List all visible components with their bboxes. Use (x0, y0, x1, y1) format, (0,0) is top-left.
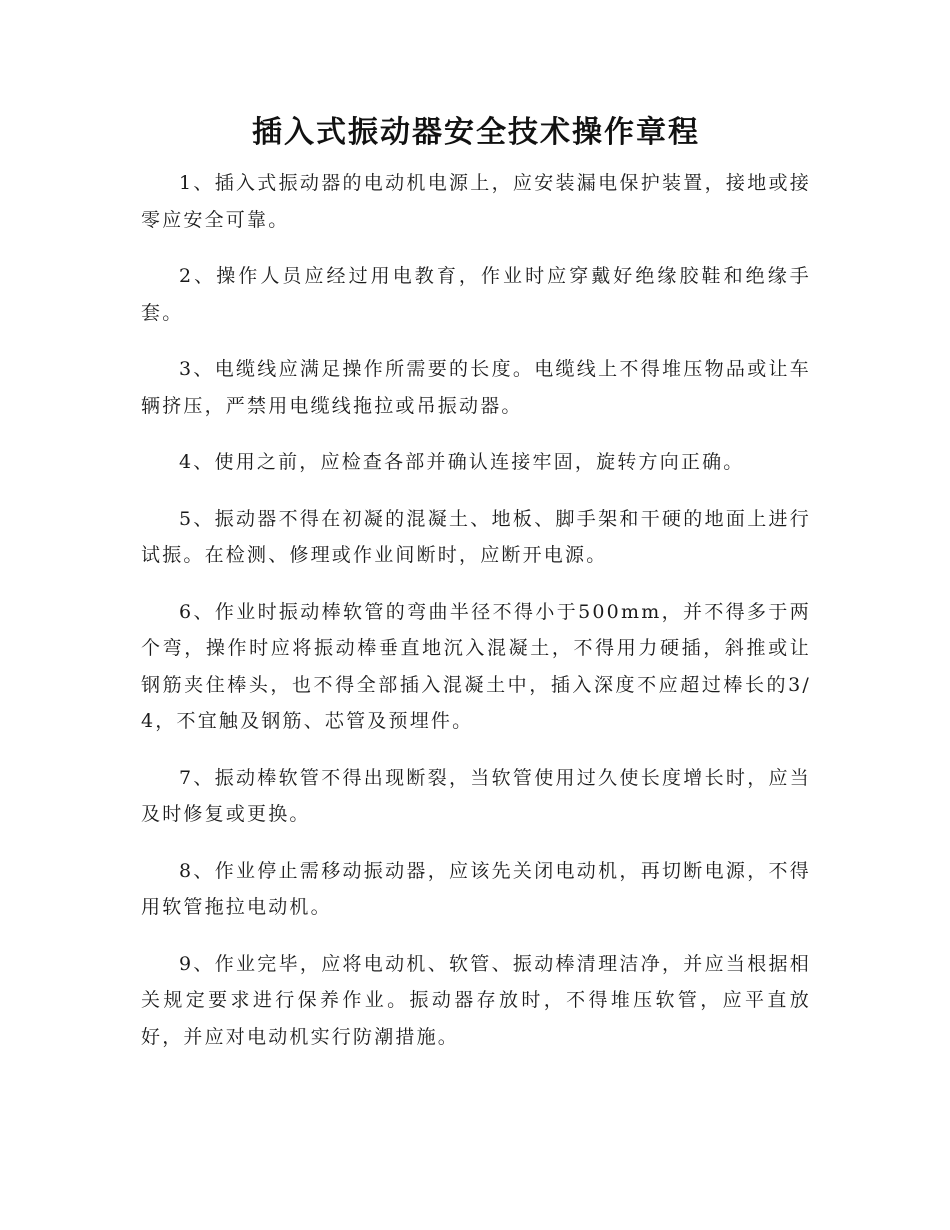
rule-item-5: 5、振动器不得在初凝的混凝土、地板、脚手架和干硬的地面上进行试振。在检测、修理或作业间断时，应断开电源。 (141, 507, 811, 566)
rule-item-4: 4、使用之前，应检查各部并确认连接牢固，旋转方向正确。 (179, 451, 745, 473)
rule-list (141, 165, 811, 1055)
rule-item-7: 7、振动棒软管不得出现断裂，当软管使用过久使长度增长时，应当及时修复或更换。 (141, 766, 811, 825)
rule-item-2: 2、操作人员应经过用电教育，作业时应穿戴好绝缘胶鞋和绝缘手套。 (141, 265, 811, 324)
document-page (141, 0, 811, 1075)
rule-item-6: 6、作业时振动棒软管的弯曲半径不得小于500mm，并不得多于两个弯，操作时应将振动棒垂直地沉入混凝土，不得用力硬插，斜推或让钢筋夹住棒头，也不得全部插入混凝土中，插入深度不应超过棒长的3/4，不宜触及钢筋、芯管及预埋件。 (141, 600, 811, 732)
document-title: 插入式振动器安全技术操作章程 (252, 115, 700, 150)
rule-item-1: 1、插入式振动器的电动机电源上，应安装漏电保护装置，接地或接零应安全可靠。 (141, 172, 811, 231)
rule-item-3: 3、电缆线应满足操作所需要的长度。电缆线上不得堆压物品或让车辆挤压，严禁用电缆线拖拉或吊振动器。 (141, 358, 811, 417)
rule-item-9: 9、作业完毕，应将电动机、软管、振动棒清理洁净，并应当根据相关规定要求进行保养作业。振动器存放时，不得堆压软管，应平直放好，并应对电动机实行防潮措施。 (141, 952, 811, 1048)
rule-item-8: 8、作业停止需移动振动器，应该先关闭电动机，再切断电源，不得用软管拖拉电动机。 (141, 859, 811, 918)
